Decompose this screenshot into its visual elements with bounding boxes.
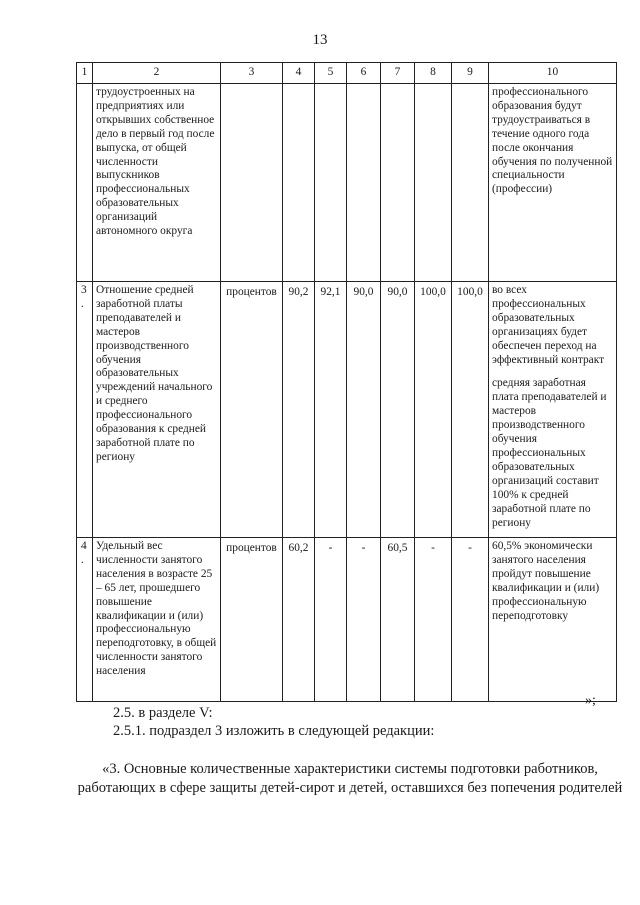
row-index: 3. bbox=[77, 282, 93, 538]
table-header-row bbox=[77, 63, 617, 84]
value-cell: 60,2 bbox=[283, 538, 315, 702]
indicator-name: трудоустроенных на предприятиях или открывших собственное дело в первый год после выпуска, от общей численности выпускников профессиональных образовательных организаций автономного округа bbox=[93, 84, 221, 282]
row-index: 4. bbox=[77, 538, 93, 702]
quoted-section-heading: «3. Основные количественные характеристики системы подготовки работников, работающих в сфере защиты детей-сирот и детей, оставшихся без попечения родителей bbox=[77, 761, 623, 796]
value-cell: 100,0 bbox=[452, 282, 489, 538]
expected-result-text: профессионального образования будут трудоустраиваться в течение одного года после окончания обучения по полученной специальности (профессии) bbox=[492, 86, 613, 196]
column-header: 4 bbox=[283, 63, 315, 84]
column-header: 7 bbox=[381, 63, 415, 84]
unit-cell bbox=[221, 84, 283, 282]
column-header: 3 bbox=[221, 63, 283, 84]
indicator-name: Удельный вес численности занятого населения в возрасте 25 – 65 лет, прошедшего повышение квалификации и (или) профессиональную переподготовку, в общей численности занятого населения bbox=[93, 538, 221, 702]
column-header: 5 bbox=[315, 63, 347, 84]
column-header: 8 bbox=[415, 63, 452, 84]
column-header: 1 bbox=[77, 63, 93, 84]
value-cell: 92,1 bbox=[315, 282, 347, 538]
value-cell: 90,2 bbox=[283, 282, 315, 538]
expected-result-text: средняя заработная плата преподавателей и мастеров производственного обучения профессиональных образовательных организаций составит 100% к средней заработной плате по региону bbox=[492, 377, 607, 529]
paragraph-2-5: 2.5. в разделе V: bbox=[113, 705, 213, 721]
row-index bbox=[77, 84, 93, 282]
paragraph-2-5-1: 2.5.1. подраздел 3 изложить в следующей редакции: bbox=[113, 723, 435, 739]
closing-quote-mark: »; bbox=[585, 693, 596, 708]
expected-result-text: во всех профессиональных образовательных организациях будет обеспечен переход на эффективный контракт bbox=[492, 284, 605, 366]
column-header: 10 bbox=[489, 63, 617, 84]
expected-result bbox=[489, 538, 617, 702]
value-cell: - bbox=[315, 538, 347, 702]
indicators-table bbox=[76, 62, 617, 702]
unit-cell: процентов bbox=[221, 282, 283, 538]
table-row bbox=[77, 282, 617, 538]
value-cell bbox=[415, 84, 452, 282]
value-cell bbox=[381, 84, 415, 282]
expected-result bbox=[489, 84, 617, 282]
value-cell bbox=[347, 84, 381, 282]
value-cell bbox=[452, 84, 489, 282]
column-header: 2 bbox=[93, 63, 221, 84]
expected-result bbox=[489, 282, 617, 538]
value-cell: - bbox=[347, 538, 381, 702]
column-header: 9 bbox=[452, 63, 489, 84]
value-cell: 90,0 bbox=[347, 282, 381, 538]
value-cell bbox=[283, 84, 315, 282]
value-cell: 60,5 bbox=[381, 538, 415, 702]
value-cell bbox=[315, 84, 347, 282]
value-cell: 90,0 bbox=[381, 282, 415, 538]
unit-cell: процентов bbox=[221, 538, 283, 702]
value-cell: - bbox=[452, 538, 489, 702]
column-header: 6 bbox=[347, 63, 381, 84]
expected-result-text: 60,5% экономически занятого населения пройдут повышение квалификации и (или) профессиональную переподготовку bbox=[492, 540, 600, 622]
indicator-name: Отношение средней заработной платы преподавателей и мастеров производственного обучения образовательных учреждений начального и среднего профессионального образования к средней заработной плате по региону bbox=[93, 282, 221, 538]
value-cell: 100,0 bbox=[415, 282, 452, 538]
table-row bbox=[77, 538, 617, 702]
page-number: 13 bbox=[312, 32, 328, 48]
table-row bbox=[77, 84, 617, 282]
value-cell: - bbox=[415, 538, 452, 702]
